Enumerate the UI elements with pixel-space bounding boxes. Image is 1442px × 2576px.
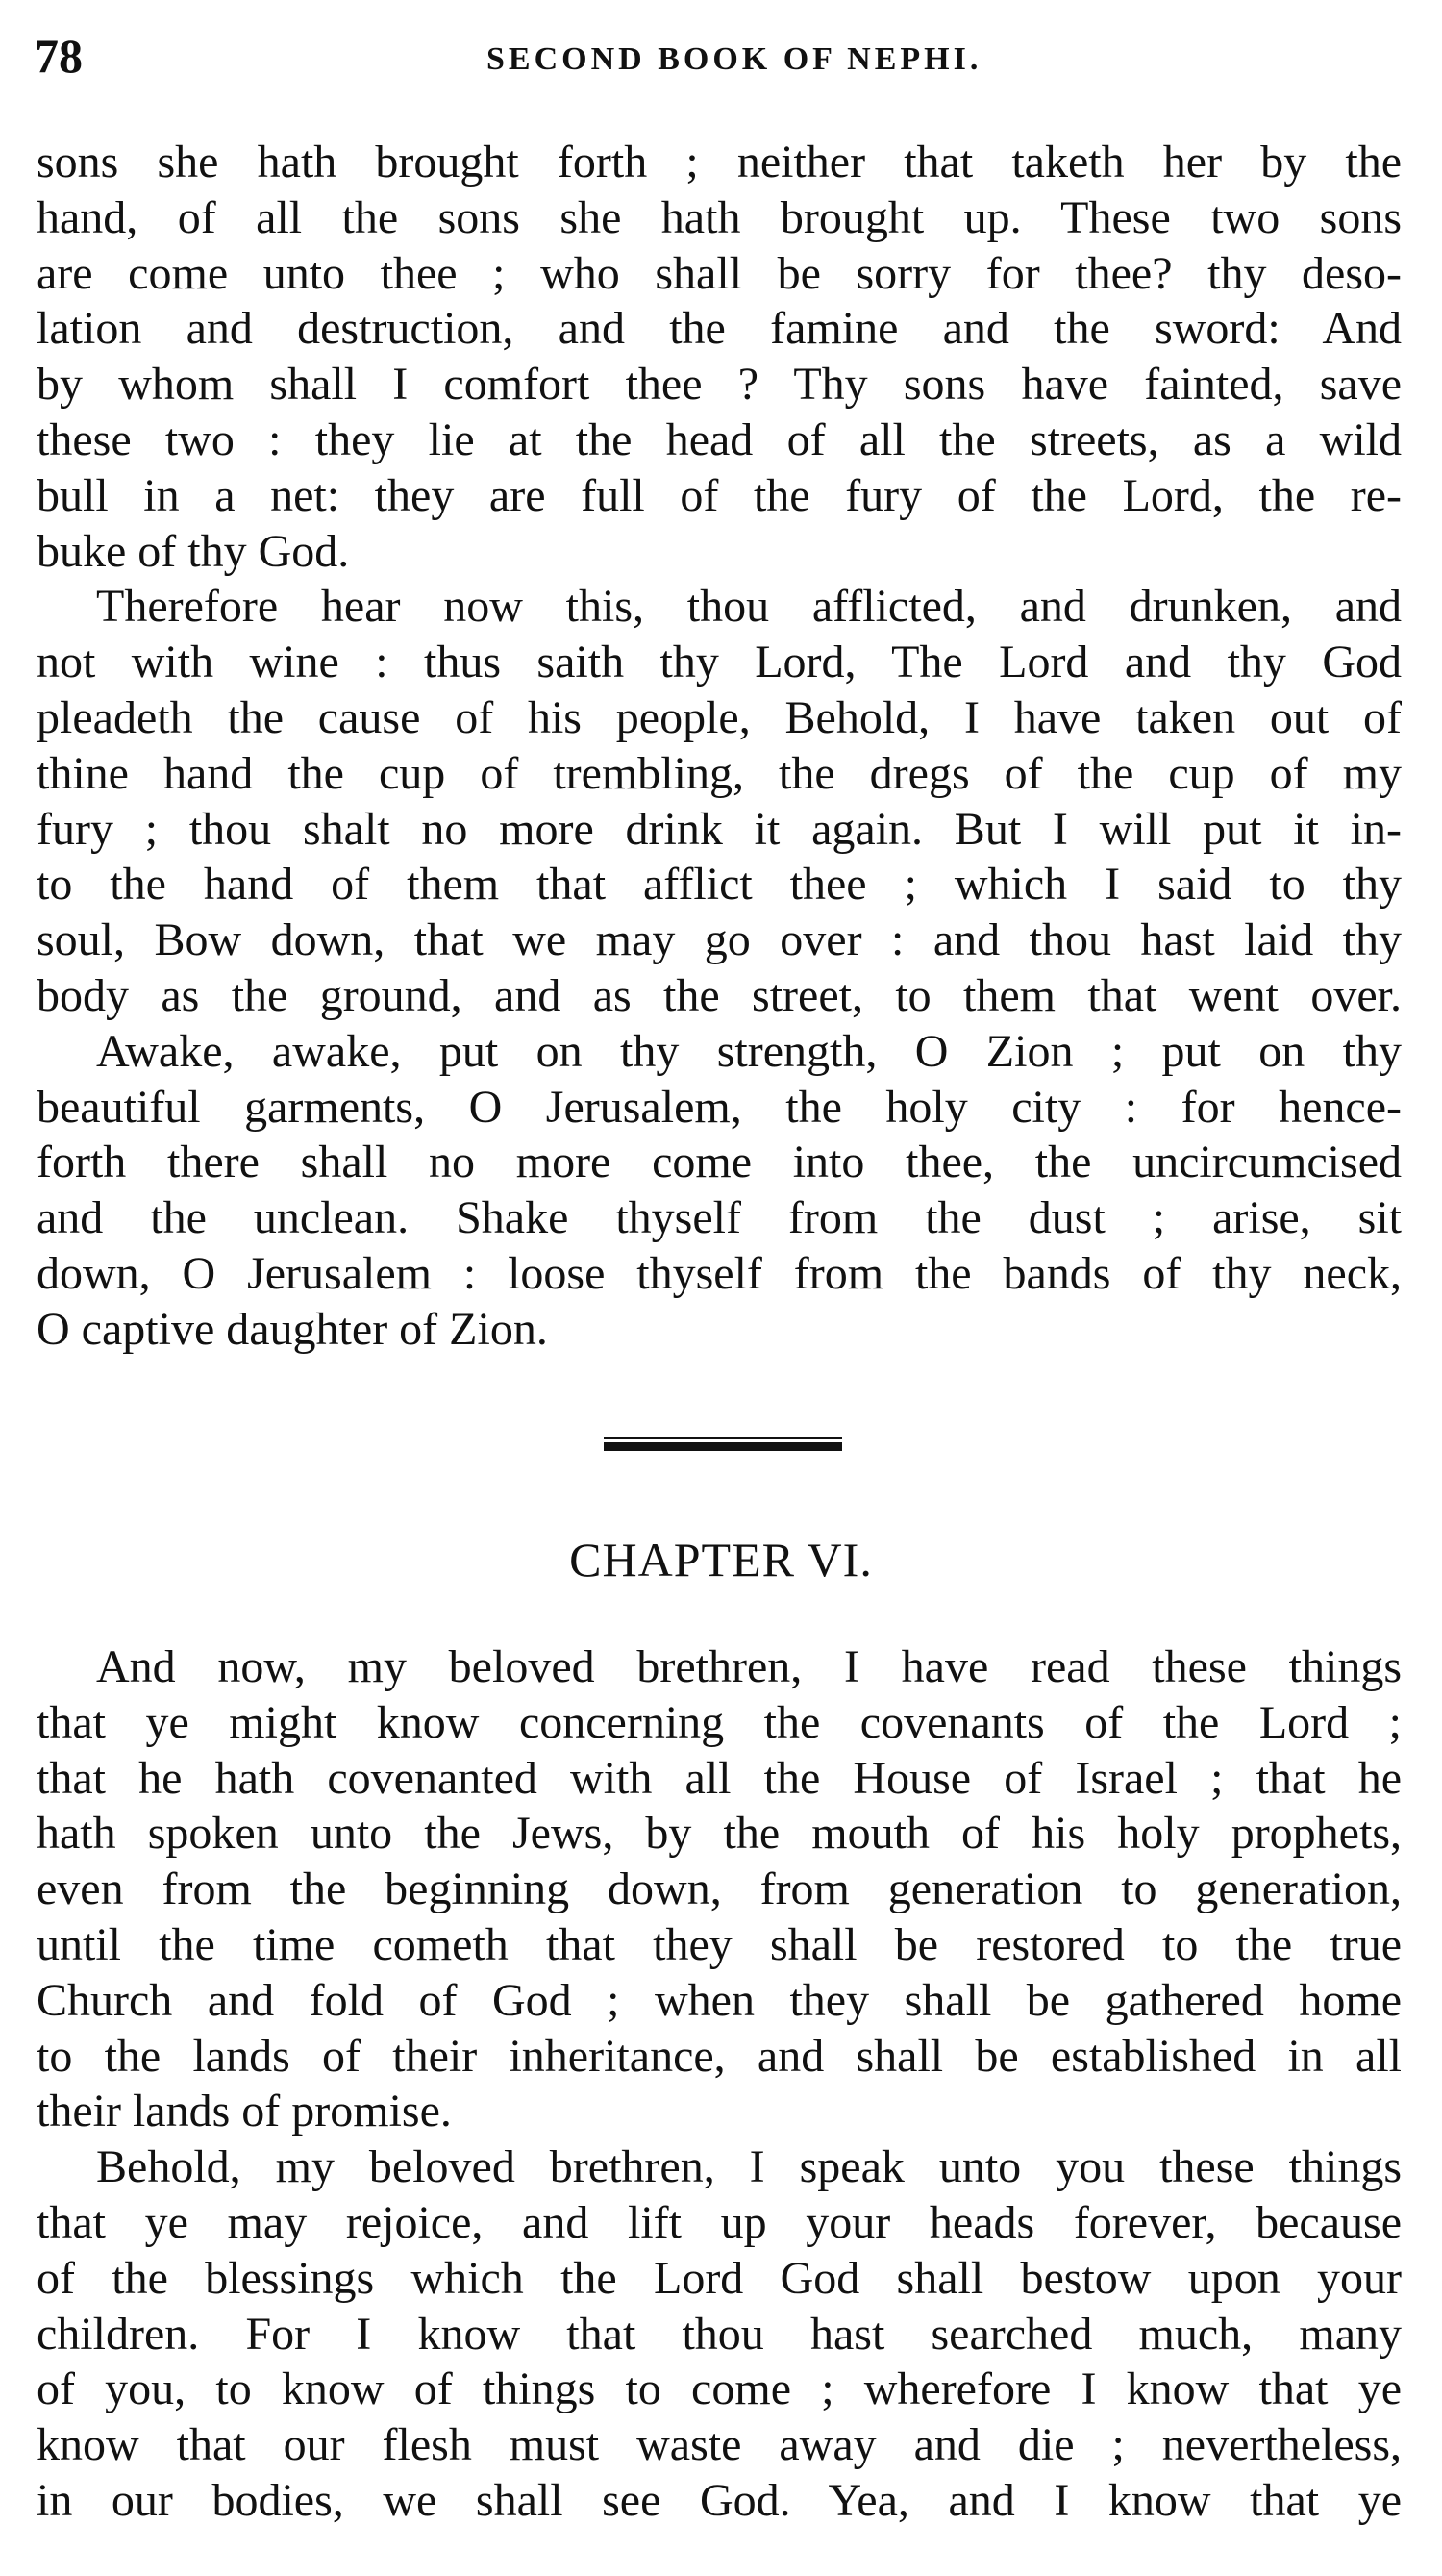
text-line: children. For I know that thou hast searched much, many [37,2308,1402,2360]
text-line: beautiful garments, O Jerusalem, the holy city : for hence- [37,1081,1402,1133]
body-text-section-1 [37,135,1402,1358]
text-line: are come unto thee ; who shall be sorry for thee? thy deso- [37,247,1402,299]
text-line: of you, to know of things to come ; wherefore I know that ye [37,2363,1402,2415]
text-line: that ye might know concerning the covenants of the Lord ; [37,1696,1402,1748]
text-line: to the hand of them that afflict thee ; which I said to thy [37,859,1402,911]
text-line: sons she hath brought forth ; neither that taketh her by the [37,137,1402,188]
text-line: by whom shall I comfort thee ? Thy sons have fainted, save [37,359,1402,411]
text-line: thine hand the cup of trembling, the dregs of the cup of my [37,747,1402,799]
text-line: in our bodies, we shall see God. Yea, and I know that ye [37,2474,1402,2526]
book-title: SECOND BOOK OF NEPHI. [486,41,982,77]
text-line: forth there shall no more come into thee, the uncircumcised [37,1137,1402,1188]
paragraph-first-line: Therefore hear now this, thou afflicted, and drunken, and [96,581,1402,633]
text-line: soul, Bow down, that we may go over : and thou hast laid thy [37,914,1402,966]
text-line: hath spoken unto the Jews, by the mouth of his holy prophets, [37,1808,1402,1860]
text-line: that ye may rejoice, and lift up your heads forever, because [37,2196,1402,2248]
text-line: O captive daughter of Zion. [37,1303,548,1355]
text-line: that he hath covenanted with all the House of Israel ; that he [37,1752,1402,1804]
text-line: of the blessings which the Lord God shall bestow upon your [37,2252,1402,2304]
text-line: until the time cometh that they shall be restored to the true [37,1918,1402,1970]
text-line: pleadeth the cause of his people, Behold, I have taken out of [37,691,1402,743]
text-line: body as the ground, and as the street, to them that went over. [37,969,1402,1021]
paragraph-first-line: Behold, my beloved brethren, I speak unto you these things [96,2141,1402,2193]
text-line: to the lands of their inheritance, and shall be established in all [37,2030,1402,2082]
text-line: these two : they lie at the head of all the streets, as a wild [37,413,1402,465]
page-number: 78 [35,29,83,83]
text-line: down, O Jerusalem : loose thyself from the bands of thy neck, [37,1247,1402,1299]
rule-thick-line [604,1442,842,1451]
paragraph-first-line: Awake, awake, put on thy strength, O Zion ; put on thy [96,1025,1402,1077]
text-line: lation and destruction, and the famine and the sword: And [37,303,1402,355]
text-line: their lands of promise. [37,2086,452,2138]
text-line: know that our flesh must waste away and die ; nevertheless, [37,2419,1402,2471]
text-line: fury ; thou shalt no more drink it again. But I will put it in- [37,803,1402,855]
rule-thin-line [604,1437,842,1439]
paragraph-first-line: And now, my beloved brethren, I have read these things [96,1641,1402,1692]
text-line: even from the beginning down, from generation to generation, [37,1863,1402,1915]
text-line: not with wine : thus saith thy Lord, The Lord and thy God [37,637,1402,688]
chapter-heading: CHAPTER VI. [569,1533,873,1587]
text-line: hand, of all the sons she hath brought up. These two sons [37,191,1402,243]
running-head [35,27,1409,85]
body-text-section-2 [37,1639,1402,2529]
text-line: Church and fold of God ; when they shall be gathered home [37,1974,1402,2026]
text-line: bull in a net: they are full of the fury of the Lord, the re- [37,469,1402,521]
section-divider-rule [604,1437,842,1458]
text-line: and the unclean. Shake thyself from the dust ; arise, sit [37,1192,1402,1244]
text-line: buke of thy God. [37,525,350,577]
